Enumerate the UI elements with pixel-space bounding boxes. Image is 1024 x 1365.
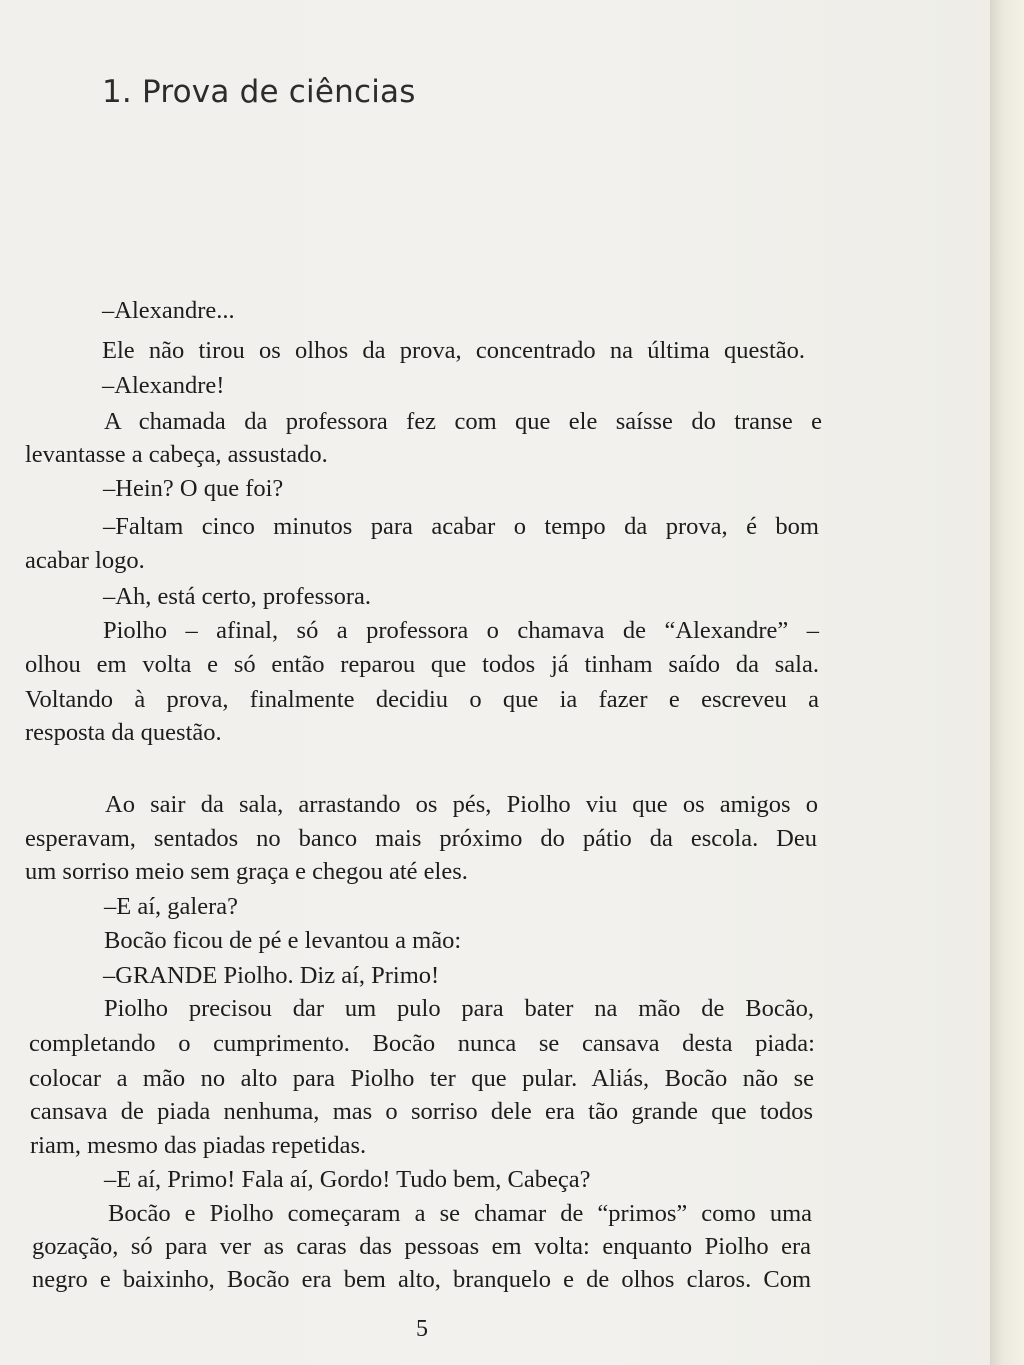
text-line: –E aí, galera? [104,893,238,920]
chapter-title: 1. Prova de ciências [102,74,416,110]
text-line: cansava de piada nenhuma, mas o sorriso dele era tão grande que todos [30,1098,813,1125]
text-line: –Faltam cinco minutos para acabar o tempo da prova, é bom [103,513,819,540]
text-line: Piolho – afinal, só a professora o chamava de “Alexandre” – [103,617,819,644]
text-line: um sorriso meio sem graça e chegou até eles. [25,858,468,885]
text-line: Bocão e Piolho começaram a se chamar de “primos” como uma [108,1200,812,1227]
text-line: olhou em volta e só então reparou que todos já tinham saído da sala. [25,651,819,678]
text-line: A chamada da professora fez com que ele saísse do transe e [104,408,822,435]
text-line: –GRANDE Piolho. Diz aí, Primo! [103,962,440,989]
text-line: levantasse a cabeça, assustado. [25,441,328,468]
text-line: –Hein? O que foi? [103,475,284,502]
text-line: riam, mesmo das piadas repetidas. [30,1132,367,1159]
page-number: 5 [416,1316,428,1342]
text-line: acabar logo. [25,547,145,574]
text-line: Ao sair da sala, arrastando os pés, Piolho viu que os amigos o [105,791,818,818]
text-line: Voltando à prova, finalmente decidiu o que ia fazer e escreveu a [25,686,819,713]
text-line: completando o cumprimento. Bocão nunca se cansava desta piada: [29,1030,815,1057]
text-line: Piolho precisou dar um pulo para bater na mão de Bocão, [104,995,814,1022]
page-edge [990,0,1024,1365]
text-line: negro e baixinho, Bocão era bem alto, branquelo e de olhos claros. Com [32,1266,811,1293]
text-line: –E aí, Primo! Fala aí, Gordo! Tudo bem, Cabeça? [104,1166,591,1193]
text-line: gozação, só para ver as caras das pessoas em volta: enquanto Piolho era [32,1233,811,1260]
text-line: –Ah, está certo, professora. [103,583,372,610]
text-line: esperavam, sentados no banco mais próximo do pátio da escola. Deu [25,825,817,852]
text-line: Ele não tirou os olhos da prova, concentrado na última questão. [102,337,805,364]
text-line: –Alexandre... [102,297,235,324]
text-line: resposta da questão. [25,719,222,746]
text-line: –Alexandre! [102,372,225,399]
text-line: Bocão ficou de pé e levantou a mão: [104,927,462,954]
text-line: colocar a mão no alto para Piolho ter que pular. Aliás, Bocão não se [29,1065,814,1092]
